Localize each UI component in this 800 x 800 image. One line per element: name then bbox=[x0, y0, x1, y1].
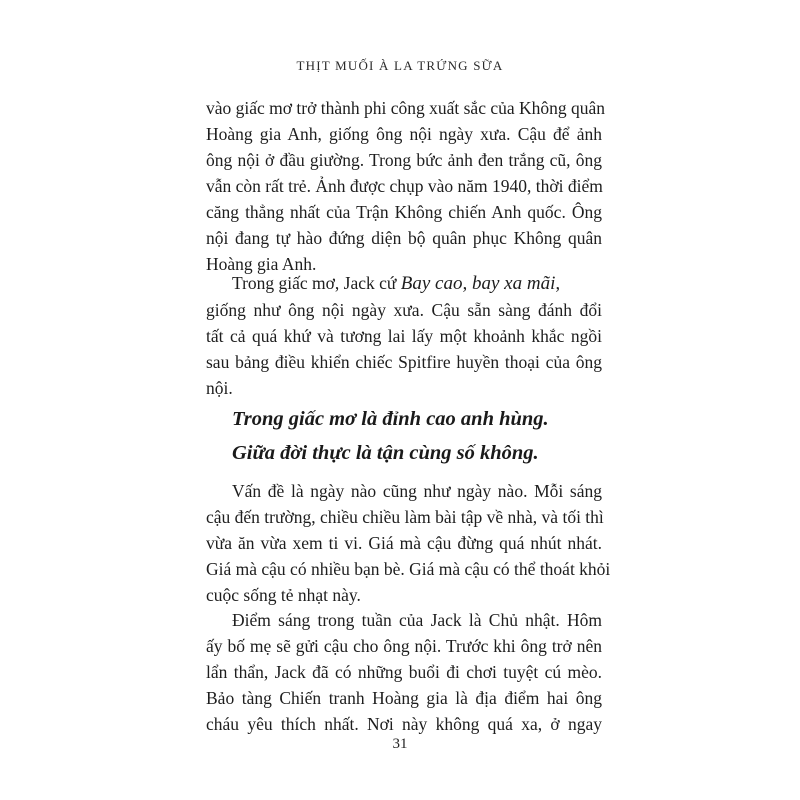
text-line: vừa ăn vừa xem ti vi. Giá mà cậu đừng quá nhút nhát. bbox=[206, 533, 602, 553]
text-line: vào giấc mơ trở thành phi công xuất sắc của Không quân bbox=[206, 98, 606, 118]
text-line: sau bảng điều khiển chiếc Spitfire huyền thoại của ông bbox=[206, 352, 602, 372]
text-line: Hoàng gia Anh. bbox=[206, 254, 317, 274]
text-line: nội đang tự hào đứng diện bộ quân phục Không quân bbox=[206, 228, 602, 248]
text-line-with-italic bbox=[206, 270, 602, 297]
paragraph-3 bbox=[206, 478, 611, 608]
paragraph-4 bbox=[206, 607, 602, 737]
paragraph-1 bbox=[206, 95, 606, 277]
pull-quote-line: Giữa đời thực là tận cùng số không. bbox=[232, 442, 539, 464]
text-line: Giá mà cậu có nhiều bạn bè. Giá mà cậu có thể thoát khỏi bbox=[206, 559, 611, 579]
text-line: cậu đến trường, chiều chiều làm bài tập về nhà, và tối thì bbox=[206, 507, 604, 527]
text-line: Bảo tàng Chiến tranh Hoàng gia là địa điểm hai ông bbox=[206, 688, 602, 708]
text-line: giống như ông nội ngày xưa. Cậu sẵn sàng đánh đổi bbox=[206, 300, 602, 320]
pull-quote bbox=[232, 402, 612, 470]
page-number: 31 bbox=[392, 736, 408, 752]
running-header-title: THỊT MUỐI À LA TRỨNG SỮA bbox=[296, 58, 504, 73]
text-line: ấy bố mẹ sẽ gửi cậu cho ông nội. Trước khi ông trở nên bbox=[206, 636, 602, 656]
text-line: lẩn thẩn, Jack đã có những buổi đi chơi tuyệt cú mèo. bbox=[206, 662, 602, 682]
text-run: Trong giấc mơ, Jack cứ bbox=[232, 273, 401, 293]
pull-quote-line: Trong giấc mơ là đỉnh cao anh hùng. bbox=[232, 408, 549, 430]
paragraph-2 bbox=[206, 270, 602, 401]
text-line: nội. bbox=[206, 378, 233, 398]
text-line: ông nội ở đầu giường. Trong bức ảnh đen trắng cũ, ông bbox=[206, 150, 602, 170]
text-line: căng thẳng nhất của Trận Không chiến Anh quốc. Ông bbox=[206, 202, 602, 222]
text-line: cuộc sống tẻ nhạt này. bbox=[206, 585, 361, 605]
italic-phrase: Bay cao, bay xa mãi, bbox=[400, 273, 561, 294]
text-line: Điểm sáng trong tuần của Jack là Chủ nhật. Hôm bbox=[232, 610, 602, 630]
text-line: Hoàng gia Anh, giống ông nội ngày xưa. Cậu để ảnh bbox=[206, 124, 602, 144]
text-line: cháu yêu thích nhất. Nơi này không quá xa, ở ngay bbox=[206, 714, 602, 734]
text-line: tất cả quá khứ và tương lai lấy một khoảnh khắc ngồi bbox=[206, 326, 602, 346]
text-line: Vấn đề là ngày nào cũng như ngày nào. Mỗi sáng bbox=[232, 481, 602, 501]
text-line: vẫn còn rất trẻ. Ảnh được chụp vào năm 1940, thời điểm bbox=[206, 176, 603, 196]
